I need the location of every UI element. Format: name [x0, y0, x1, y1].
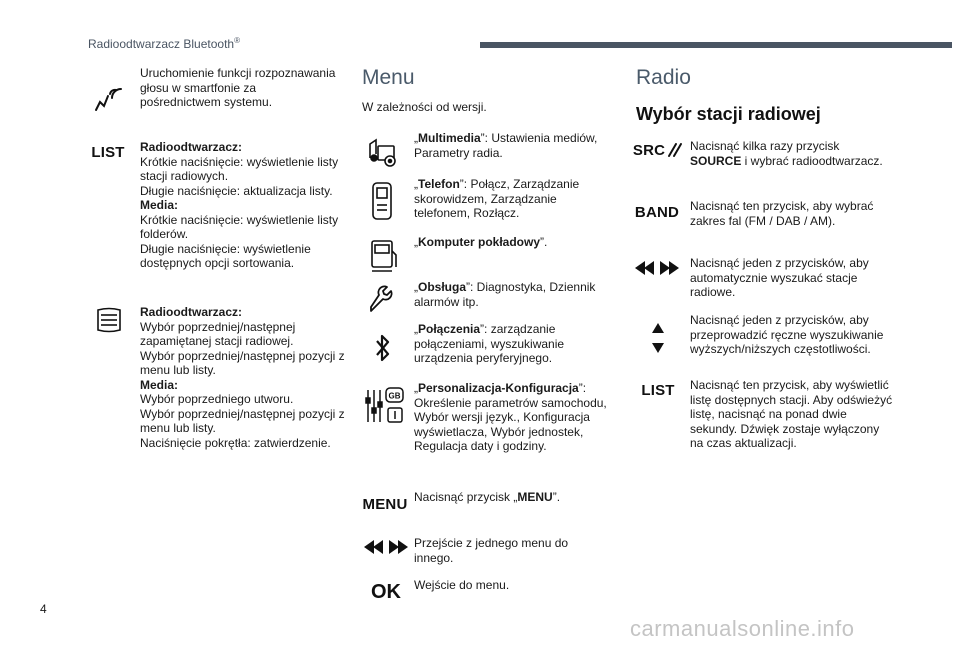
multimedia-icon: [364, 132, 402, 170]
list-description: Radioodtwarzacz: Krótkie naciśnięcie: wyświetlenie listy stacji radiowych. Długie naciśnięcie: aktualizacja listy. Media: Krótkie naciśnięcie: wyświetlenie listy folderów. Długie naciśnięcie: wyświetlenie dostępnych opcji sortowania.: [140, 140, 339, 270]
menu-item-telephone: „Telefon”: Połącz, Zarządzanie skorowidzem, Zarządzanie telefonem, Rozłącz.: [414, 177, 580, 220]
bluetooth-icon: [372, 330, 394, 366]
radio-section-title: Radio: [636, 66, 691, 89]
settings-sliders-icon: [364, 386, 406, 426]
arrows-description: Przejście z jednego menu do innego.: [414, 536, 569, 565]
watermark-text: carmanualsonline.info: [630, 616, 855, 641]
gb-label: GB: [388, 391, 401, 401]
band-button-label: BAND: [634, 203, 680, 221]
menu-item-trip-computer: „Komputer pokładowy”.: [414, 235, 548, 249]
running-header: Radioodtwarzacz Bluetooth®: [88, 36, 240, 51]
trip-computer-icon: [366, 236, 400, 274]
seek-arrows-icon: [634, 259, 680, 277]
voice-command-icon: [88, 80, 128, 116]
src-description: Nacisnąć kilka razy przycisk SOURCE i wybrać radioodtwarzacz.: [690, 139, 883, 168]
seek-description: Nacisnąć jeden z przycisków, aby automatycznie wyszukać stacje radiowe.: [690, 256, 869, 299]
menu-item-connections: „Połączenia”: zarządzanie połączeniami, wyszukiwanie urządzenia peryferyjnego.: [414, 322, 565, 365]
src-label: SRC: [632, 141, 666, 159]
radio-list-description: Nacisnąć ten przycisk, aby wyświetlić listę dostępnych stacji. Aby odświeżyć listę, nacisnąć na ponad dwie sekundy. Dźwięk zostaje wyłączony na czas aktualizacji.: [690, 378, 893, 450]
src-button-icon: [632, 140, 684, 160]
menu-item-multimedia: „Multimedia”: Ustawienia mediów, Parametry radia.: [414, 131, 598, 160]
page-number: 4: [40, 602, 47, 616]
menu-item-personalisation: „Personalizacja-Konfiguracja”: Określenie parametrów samochodu, Wybór wersji język., Konfiguracja wyświetlacza, Wybór jednostek, Regulacja daty i godziny.: [414, 381, 607, 453]
thumbwheel-description: Radioodtwarzacz: Wybór poprzedniej/następnej zapamiętanej stacji radiowej. Wybór poprzedniej/następnej pozycji z menu lub listy. Media: Wybór poprzedniego utworu. Wybór poprzedniej/następnej pozycji z menu lub listy. Naciśnięcie pokrętła: zatwierdzenie.: [140, 305, 345, 450]
band-description: Nacisnąć ten przycisk, aby wybrać zakres fal (FM / DAB / AM).: [690, 199, 874, 228]
radio-subtitle: Wybór stacji radiowej: [636, 104, 821, 124]
menu-button-description: Nacisnąć przycisk „MENU”.: [414, 490, 561, 504]
menu-button-label: MENU: [362, 495, 408, 513]
voice-description: Uruchomienie funkcji rozpoznawania głosu w smartfonie za pośrednictwem systemu.: [140, 66, 336, 109]
manual-search-description: Nacisnąć jeden z przycisków, aby przeprowadzić ręczne wyszukiwanie wyższych/niższych częstotliwości.: [690, 313, 884, 356]
ok-description: Wejście do menu.: [414, 578, 510, 592]
ok-button-label: OK: [371, 580, 401, 603]
prev-next-arrows-icon: [364, 538, 408, 556]
telephone-icon: [368, 180, 396, 222]
radio-list-button-label: LIST: [641, 381, 675, 399]
list-button-label: LIST: [91, 143, 125, 161]
menu-section-title: Menu: [362, 66, 415, 89]
header-rule: [480, 42, 952, 48]
up-down-arrows-icon: [650, 320, 666, 356]
thumbwheel-icon: [94, 306, 124, 334]
menu-intro: W zależności od wersji.: [362, 100, 487, 114]
menu-item-maintenance: „Obsługa”: Diagnostyka, Dziennik alarmów itp.: [414, 280, 596, 309]
wrench-icon: [366, 282, 400, 316]
